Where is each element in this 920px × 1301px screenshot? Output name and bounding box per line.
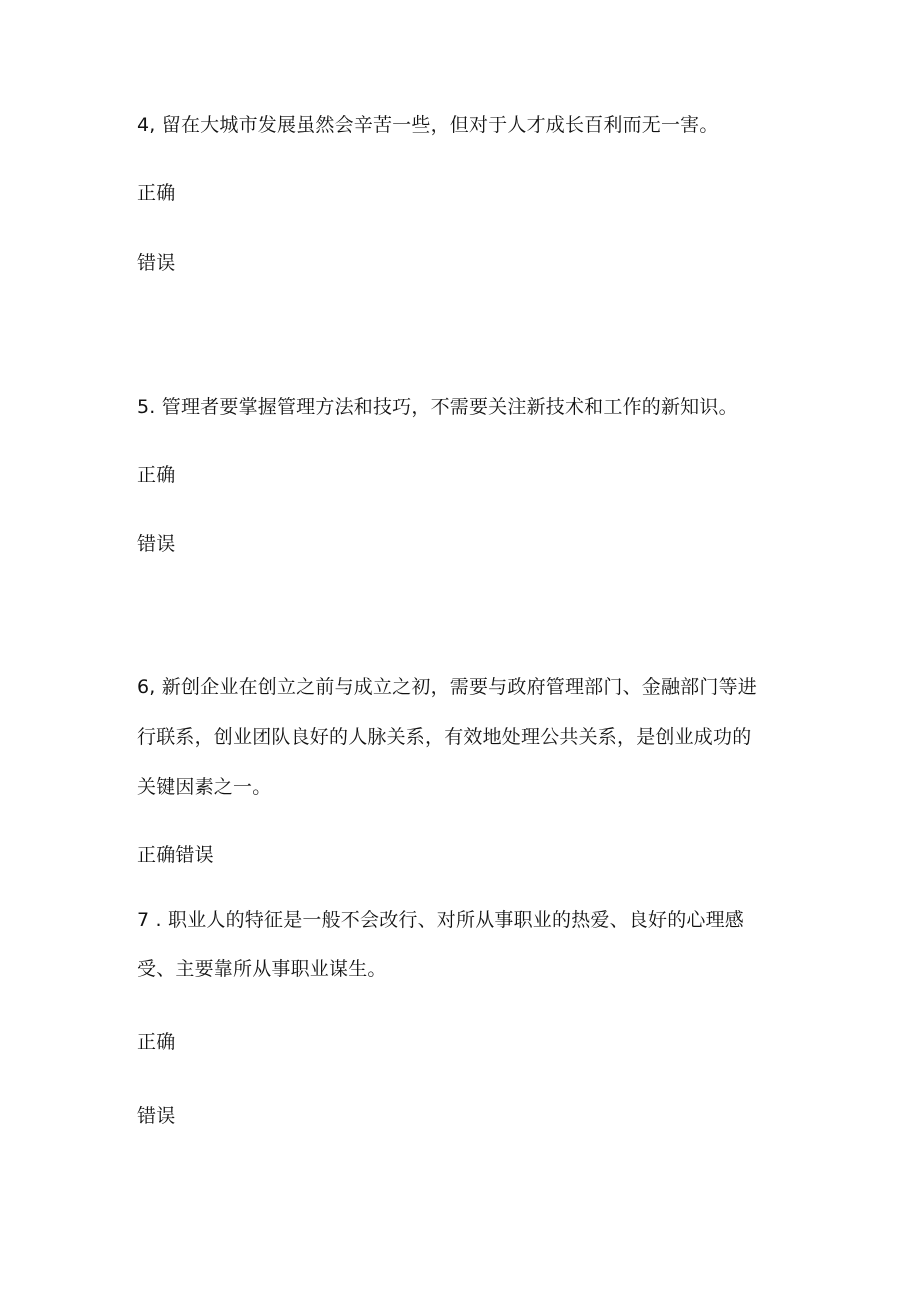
question-4-text: 4, 留在大城市发展虽然会辛苦一些，但对于人才成长百利而无一害。 — [137, 114, 719, 136]
question-5-text: 5. 管理者要掌握管理方法和技巧，不需要关注新技术和工作的新知识。 — [137, 396, 738, 418]
question-6-text-line-1: 6, 新创企业在创立之前与成立之初，需要与政府管理部门、金融部门等进 — [137, 676, 757, 698]
question-7-option-wrong: 错误 — [137, 1105, 176, 1127]
question-5-option-wrong: 错误 — [137, 533, 176, 555]
question-7-option-correct: 正确 — [137, 1031, 176, 1053]
question-4-option-correct: 正确 — [137, 182, 176, 204]
question-4-option-wrong: 错误 — [137, 252, 176, 274]
question-6-text-line-3: 关键因素之一。 — [137, 776, 272, 798]
question-6-text-line-2: 行联系，创业团队良好的人脉关系，有效地处理公共关系，是创业成功的 — [137, 726, 752, 748]
question-5-option-correct: 正确 — [137, 464, 176, 486]
question-6-options: 正确错误 — [137, 844, 214, 866]
question-7-text-line-1: 7 . 职业人的特征是一般不会改行、对所从事职业的热爱、良好的心理感 — [137, 909, 745, 931]
question-7-text-line-2: 受、主要靠所从事职业谋生。 — [137, 958, 387, 980]
